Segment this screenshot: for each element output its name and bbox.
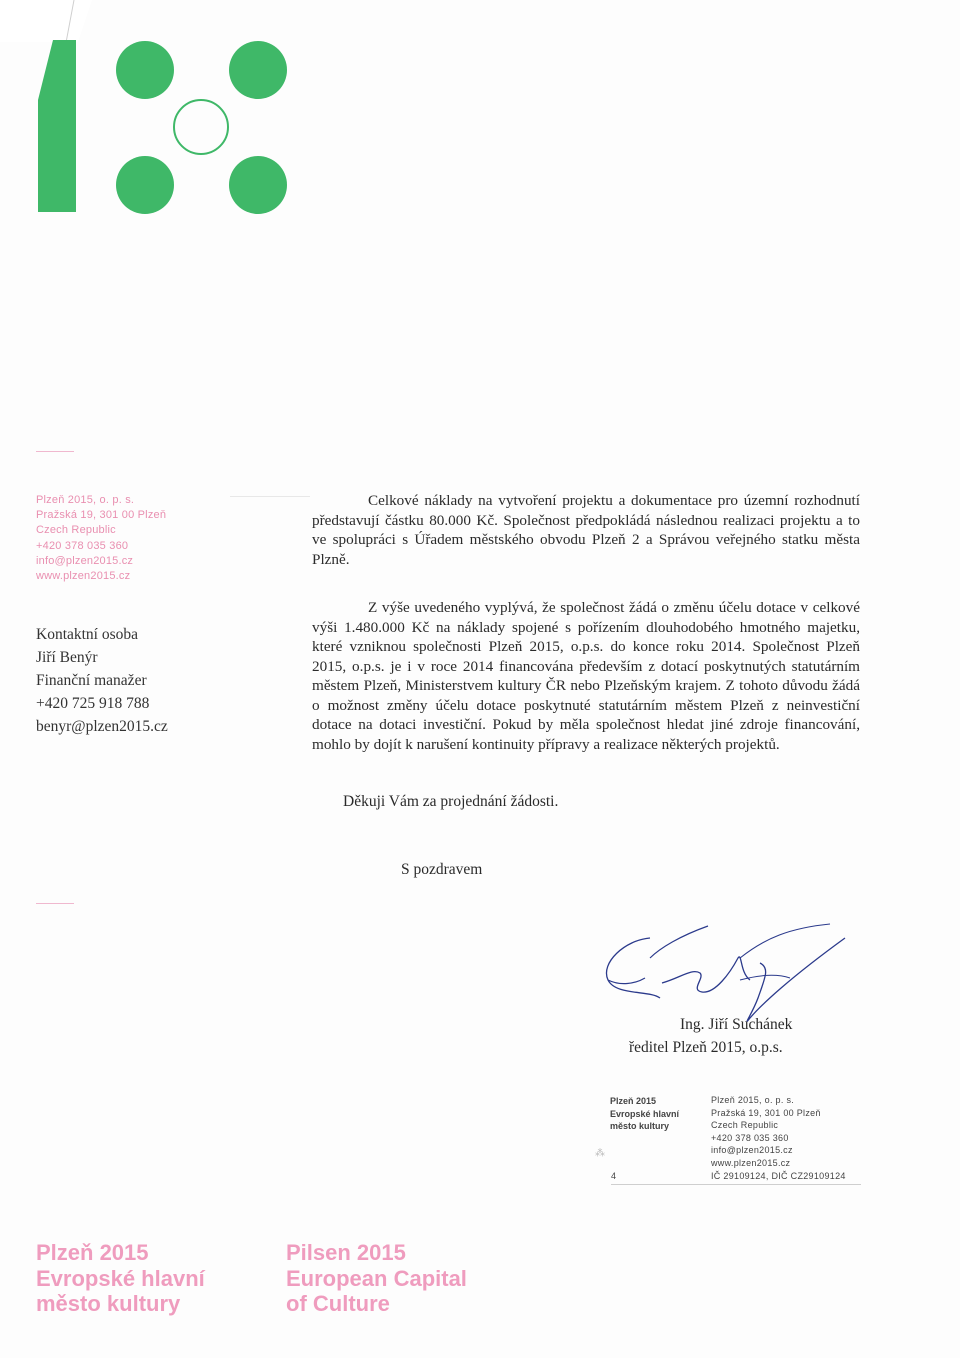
sender-org-line: Czech Republic xyxy=(36,524,116,537)
page-number: 4 xyxy=(611,1171,617,1181)
letter-closing: S pozdravem xyxy=(401,861,483,878)
contact-heading: Kontaktní osoba xyxy=(36,626,139,643)
footer-address-line: Plzeň 2015, o. p. s. xyxy=(711,1095,795,1105)
logo-circle-bottom-right xyxy=(229,156,287,214)
footer-stamp-rule xyxy=(611,1184,861,1185)
footer-address-line: Czech Republic xyxy=(711,1120,779,1131)
contact-role: Finanční manažer xyxy=(36,672,147,689)
sidebar-bottom-rule xyxy=(36,903,74,904)
signer-title: ředitel Plzeň 2015, o.p.s. xyxy=(629,1039,783,1056)
sender-address xyxy=(36,493,166,584)
footer-slogan-cz xyxy=(36,1240,205,1317)
logo-circle-top-left xyxy=(116,41,174,99)
footer-title-line: město kultury xyxy=(610,1121,670,1132)
footer-slogan-line: European Capital xyxy=(286,1265,467,1291)
footer-title-line: Plzeň 2015 xyxy=(610,1096,657,1106)
logo-circle-bottom-left xyxy=(116,156,174,214)
logo-green-bar xyxy=(38,40,76,212)
signer-name: Ing. Jiří Suchánek xyxy=(680,1016,793,1033)
sender-org-line: Pražská 19, 301 00 Plzeň xyxy=(36,509,167,522)
sender-org-line: Plzeň 2015, o. p. s. xyxy=(36,494,135,506)
header-divider xyxy=(230,496,310,497)
contact-phone: +420 725 918 788 xyxy=(36,695,150,712)
footer-slogan-line: Pilsen 2015 xyxy=(286,1240,406,1265)
letter-paragraph-1: Celkové náklady na vytvoření projektu a dokumentace pro územní rozhodnutí představují částku 80.000 Kč. Společnost předpokládá následnou realizaci projektu a to ve spolupráci s Úřadem městského obvodu Plzeň 2 a Správou veřejného statku města Plzně. xyxy=(312,492,860,568)
logo-circle-top-right xyxy=(229,41,287,99)
footer-slogan-line: Evropské hlavní xyxy=(36,1265,205,1291)
sidebar-top-rule xyxy=(36,451,74,452)
sender-org-line: www.plzen2015.cz xyxy=(36,570,131,583)
footer-title-line: Evropské hlavní xyxy=(610,1108,680,1119)
footer-slogan-en xyxy=(286,1240,467,1317)
footer-address-line: IČ 29109124, DIČ CZ29109124 xyxy=(711,1170,846,1181)
contact-name: Jiří Benýr xyxy=(36,649,98,666)
logo-ring-center xyxy=(174,100,228,154)
sender-org-line: +420 378 035 360 xyxy=(36,539,129,552)
footer-slogan-line: Plzeň 2015 xyxy=(36,1240,149,1265)
footer-slogan-line: of Culture xyxy=(286,1291,390,1316)
plzen-2015-logo xyxy=(0,0,290,230)
footer-address-block xyxy=(711,1094,846,1182)
footer-mark-icon: ⁂ xyxy=(595,1148,605,1159)
contact-email: benyr@plzen2015.cz xyxy=(36,718,168,735)
footer-address-line: info@plzen2015.cz xyxy=(711,1145,793,1156)
letter-paragraph-2: Z výše uvedeného vyplývá, že společnost žádá o změnu účelu dotace v celkové výši 1.480.000 Kč na náklady spojené s pořízením dlouhodobého hmotného majetku, které vzniknou společnosti Plzeň 2015, o.p.s. do konce roku 2014. Společnost Plzeň 2015, o.p.s. je i v roce 2014 financována především z dotací poskytnutých statutárním městem Plzeň, Ministerstvem kultury ČR nebo Plzeňským krajem. Z tohoto důvodu žádá o možnost změny účelu dotace poskytnuté statutárním městem Plzeň z neinvestiční dotace na dotaci investiční. Pokud by měla společnost hledat jiné zdroje financování, mohlo by dojít k narušení kontinuity přípravy a realizace některých projektů. xyxy=(312,599,860,753)
footer-address-line: Pražská 19, 301 00 Plzeň xyxy=(711,1107,821,1118)
footer-title-block xyxy=(610,1095,679,1133)
footer-slogan-line: město kultury xyxy=(36,1291,181,1316)
sender-org-line: info@plzen2015.cz xyxy=(36,554,134,567)
footer-address-line: +420 378 035 360 xyxy=(711,1132,789,1143)
logo-corner-fold xyxy=(0,0,92,42)
footer-address-line: www.plzen2015.cz xyxy=(711,1157,791,1168)
letter-thanks: Děkuji Vám za projednání žádosti. xyxy=(343,793,559,810)
contact-block xyxy=(36,623,168,738)
